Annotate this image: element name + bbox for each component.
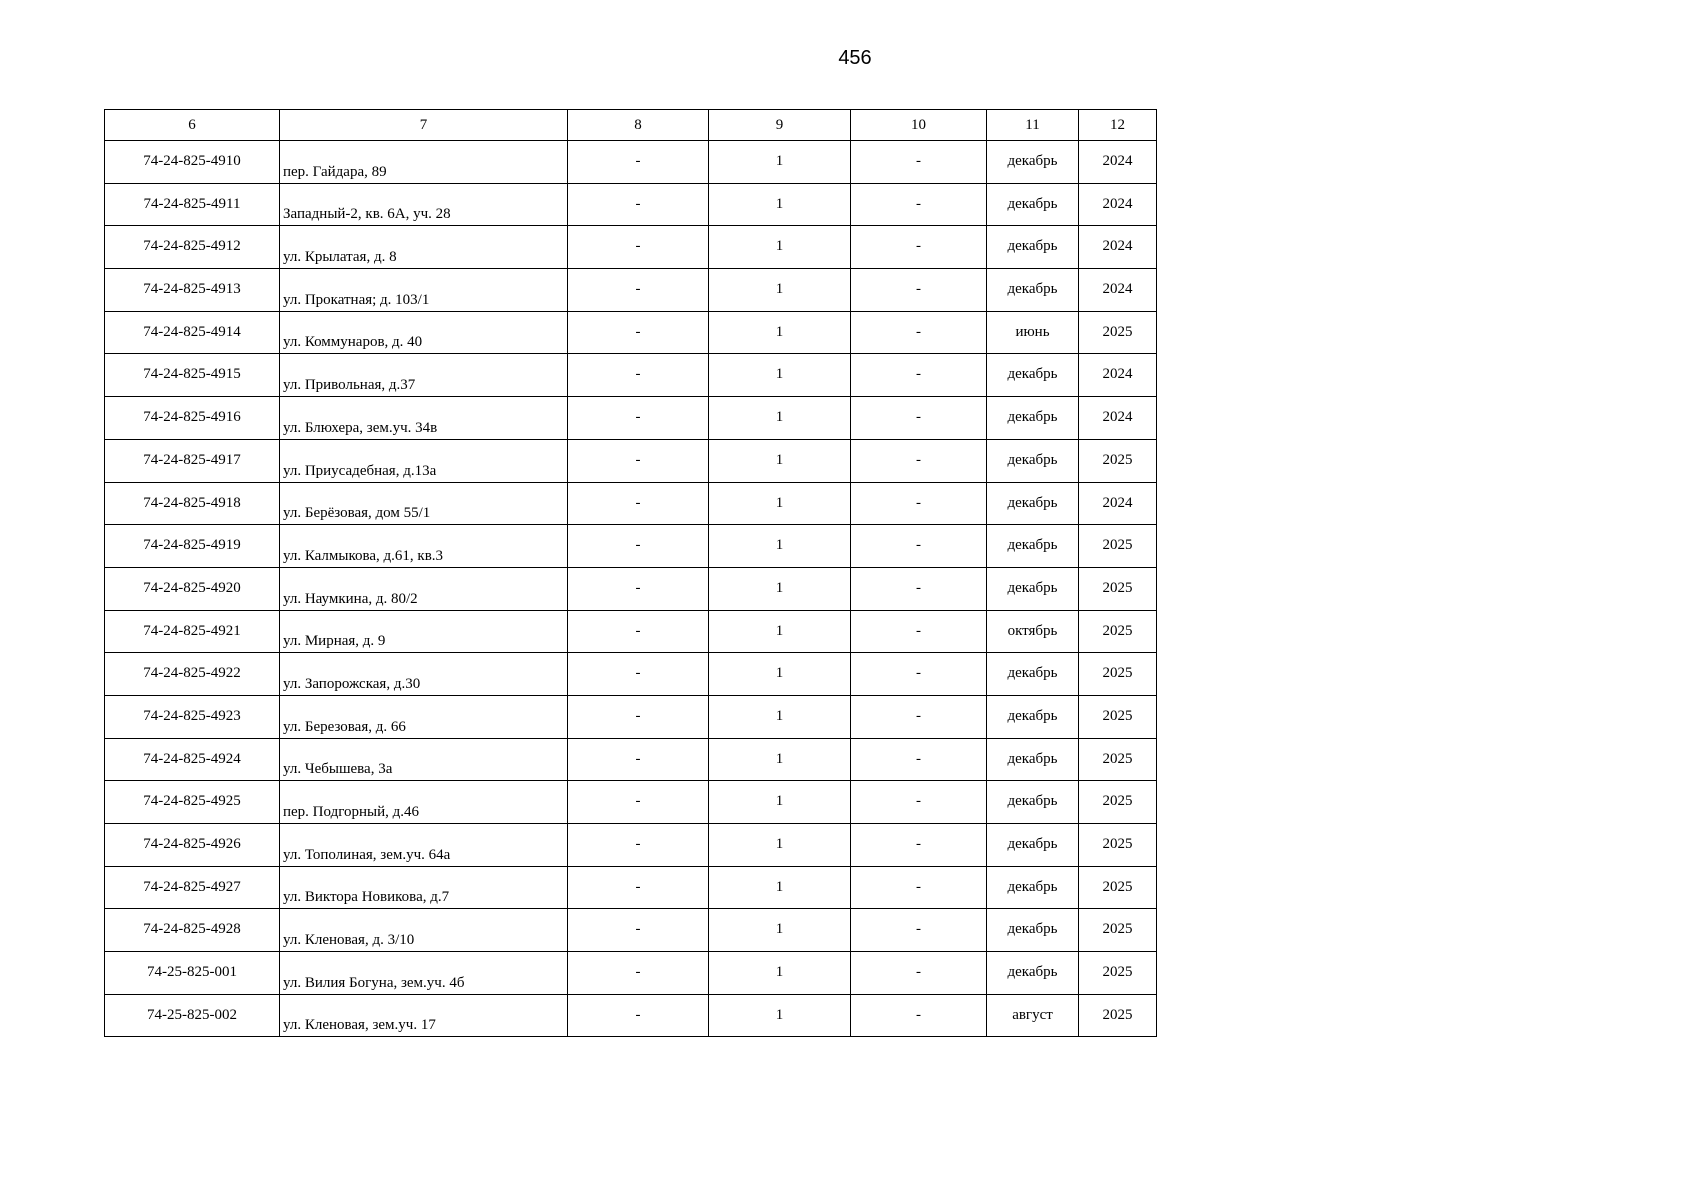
year-cell: 2024	[1079, 354, 1157, 397]
month-cell: декабрь	[987, 824, 1079, 867]
table-row	[105, 738, 1157, 781]
column-8-cell: -	[568, 952, 709, 995]
table-row	[105, 397, 1157, 440]
address-cell: ул. Крылатая, д. 8	[280, 226, 568, 269]
address-cell: ул. Привольная, д.37	[280, 354, 568, 397]
month-cell: декабрь	[987, 354, 1079, 397]
month-cell: декабрь	[987, 482, 1079, 525]
year-cell: 2024	[1079, 141, 1157, 184]
column-8-cell: -	[568, 994, 709, 1037]
column-9-cell: 1	[709, 824, 851, 867]
column-10-cell: -	[851, 525, 987, 568]
cadastral-number-cell: 74-24-825-4917	[105, 439, 280, 482]
table-row	[105, 269, 1157, 312]
table-row	[105, 311, 1157, 354]
column-8-cell: -	[568, 610, 709, 653]
address-cell: ул. Берёзовая, дом 55/1	[280, 482, 568, 525]
column-10-cell: -	[851, 653, 987, 696]
column-10-cell: -	[851, 781, 987, 824]
column-8-cell: -	[568, 226, 709, 269]
month-cell: декабрь	[987, 653, 1079, 696]
column-9-cell: 1	[709, 482, 851, 525]
cadastral-number-cell: 74-24-825-4912	[105, 226, 280, 269]
address-cell: Западный-2, кв. 6А, уч. 28	[280, 183, 568, 226]
column-8-cell: -	[568, 525, 709, 568]
register-table	[104, 109, 1157, 1037]
cadastral-number-cell: 74-24-825-4919	[105, 525, 280, 568]
column-9-cell: 1	[709, 610, 851, 653]
column-9-cell: 1	[709, 781, 851, 824]
column-8-cell: -	[568, 824, 709, 867]
month-cell: декабрь	[987, 738, 1079, 781]
column-10-cell: -	[851, 269, 987, 312]
column-9-cell: 1	[709, 653, 851, 696]
year-cell: 2025	[1079, 952, 1157, 995]
month-cell: декабрь	[987, 439, 1079, 482]
column-8-cell: -	[568, 738, 709, 781]
column-10-cell: -	[851, 567, 987, 610]
cadastral-number-cell: 74-25-825-002	[105, 994, 280, 1037]
column-9-cell: 1	[709, 866, 851, 909]
column-10-cell: -	[851, 397, 987, 440]
column-9-cell: 1	[709, 909, 851, 952]
table-row	[105, 183, 1157, 226]
cadastral-number-cell: 74-24-825-4918	[105, 482, 280, 525]
cadastral-number-cell: 74-24-825-4925	[105, 781, 280, 824]
column-9-cell: 1	[709, 567, 851, 610]
address-cell: ул. Мирная, д. 9	[280, 610, 568, 653]
year-cell: 2025	[1079, 525, 1157, 568]
address-cell: ул. Кленовая, д. 3/10	[280, 909, 568, 952]
column-9-cell: 1	[709, 952, 851, 995]
address-cell: пер. Подгорный, д.46	[280, 781, 568, 824]
month-cell: декабрь	[987, 269, 1079, 312]
column-8-cell: -	[568, 397, 709, 440]
column-8-cell: -	[568, 567, 709, 610]
column-8-cell: -	[568, 311, 709, 354]
address-cell: ул. Коммунаров, д. 40	[280, 311, 568, 354]
column-9-cell: 1	[709, 226, 851, 269]
table-row	[105, 824, 1157, 867]
cadastral-number-cell: 74-24-825-4926	[105, 824, 280, 867]
month-cell: декабрь	[987, 695, 1079, 738]
table-row	[105, 781, 1157, 824]
cadastral-number-cell: 74-24-825-4914	[105, 311, 280, 354]
year-cell: 2025	[1079, 567, 1157, 610]
address-cell: ул. Запорожская, д.30	[280, 653, 568, 696]
table-body	[105, 141, 1157, 1037]
column-8-cell: -	[568, 909, 709, 952]
column-8-cell: -	[568, 354, 709, 397]
column-8-cell: -	[568, 781, 709, 824]
table-row	[105, 610, 1157, 653]
year-cell: 2025	[1079, 738, 1157, 781]
column-8-cell: -	[568, 866, 709, 909]
address-cell: пер. Гайдара, 89	[280, 141, 568, 184]
column-10-cell: -	[851, 482, 987, 525]
year-cell: 2024	[1079, 183, 1157, 226]
column-8-cell: -	[568, 439, 709, 482]
year-cell: 2024	[1079, 482, 1157, 525]
column-9-cell: 1	[709, 994, 851, 1037]
column-header: 11	[987, 110, 1079, 141]
month-cell: декабрь	[987, 183, 1079, 226]
month-cell: декабрь	[987, 397, 1079, 440]
month-cell: декабрь	[987, 141, 1079, 184]
column-10-cell: -	[851, 183, 987, 226]
cadastral-number-cell: 74-24-825-4927	[105, 866, 280, 909]
column-header: 7	[280, 110, 568, 141]
year-cell: 2025	[1079, 311, 1157, 354]
month-cell: декабрь	[987, 952, 1079, 995]
year-cell: 2025	[1079, 610, 1157, 653]
month-cell: декабрь	[987, 567, 1079, 610]
column-9-cell: 1	[709, 311, 851, 354]
table-row	[105, 439, 1157, 482]
column-9-cell: 1	[709, 269, 851, 312]
year-cell: 2025	[1079, 439, 1157, 482]
table-row	[105, 567, 1157, 610]
cadastral-number-cell: 74-24-825-4913	[105, 269, 280, 312]
month-cell: декабрь	[987, 226, 1079, 269]
cadastral-number-cell: 74-24-825-4921	[105, 610, 280, 653]
address-cell: ул. Кленовая, зем.уч. 17	[280, 994, 568, 1037]
column-header: 12	[1079, 110, 1157, 141]
address-cell: ул. Приусадебная, д.13а	[280, 439, 568, 482]
column-header: 9	[709, 110, 851, 141]
column-8-cell: -	[568, 269, 709, 312]
table-header	[105, 110, 1157, 141]
column-10-cell: -	[851, 354, 987, 397]
month-cell: декабрь	[987, 909, 1079, 952]
header-row	[105, 110, 1157, 141]
column-9-cell: 1	[709, 183, 851, 226]
year-cell: 2025	[1079, 781, 1157, 824]
cadastral-number-cell: 74-24-825-4911	[105, 183, 280, 226]
column-10-cell: -	[851, 824, 987, 867]
table-row	[105, 226, 1157, 269]
address-cell: ул. Виктора Новикова, д.7	[280, 866, 568, 909]
column-9-cell: 1	[709, 439, 851, 482]
year-cell: 2024	[1079, 397, 1157, 440]
column-header: 6	[105, 110, 280, 141]
column-8-cell: -	[568, 482, 709, 525]
column-10-cell: -	[851, 311, 987, 354]
cadastral-number-cell: 74-24-825-4910	[105, 141, 280, 184]
table-row	[105, 909, 1157, 952]
column-10-cell: -	[851, 226, 987, 269]
table-row	[105, 653, 1157, 696]
year-cell: 2025	[1079, 653, 1157, 696]
column-9-cell: 1	[709, 695, 851, 738]
column-8-cell: -	[568, 653, 709, 696]
address-cell: ул. Наумкина, д. 80/2	[280, 567, 568, 610]
column-10-cell: -	[851, 952, 987, 995]
table-row	[105, 525, 1157, 568]
table-row	[105, 482, 1157, 525]
column-10-cell: -	[851, 610, 987, 653]
address-cell: ул. Вилия Богуна, зем.уч. 4б	[280, 952, 568, 995]
table-row	[105, 866, 1157, 909]
address-cell: ул. Чебышева, 3а	[280, 738, 568, 781]
column-10-cell: -	[851, 866, 987, 909]
year-cell: 2025	[1079, 866, 1157, 909]
column-10-cell: -	[851, 439, 987, 482]
cadastral-number-cell: 74-24-825-4924	[105, 738, 280, 781]
column-10-cell: -	[851, 141, 987, 184]
column-9-cell: 1	[709, 525, 851, 568]
address-cell: ул. Блюхера, зем.уч. 34в	[280, 397, 568, 440]
month-cell: декабрь	[987, 781, 1079, 824]
address-cell: ул. Калмыкова, д.61, кв.3	[280, 525, 568, 568]
month-cell: октябрь	[987, 610, 1079, 653]
year-cell: 2025	[1079, 695, 1157, 738]
month-cell: август	[987, 994, 1079, 1037]
table-row	[105, 952, 1157, 995]
year-cell: 2025	[1079, 909, 1157, 952]
column-9-cell: 1	[709, 738, 851, 781]
page-number: 456	[838, 47, 872, 69]
month-cell: июнь	[987, 311, 1079, 354]
column-9-cell: 1	[709, 397, 851, 440]
month-cell: декабрь	[987, 866, 1079, 909]
cadastral-number-cell: 74-24-825-4923	[105, 695, 280, 738]
column-8-cell: -	[568, 183, 709, 226]
cadastral-number-cell: 74-25-825-001	[105, 952, 280, 995]
cadastral-number-cell: 74-24-825-4916	[105, 397, 280, 440]
column-10-cell: -	[851, 738, 987, 781]
column-10-cell: -	[851, 909, 987, 952]
table-row	[105, 695, 1157, 738]
cadastral-number-cell: 74-24-825-4928	[105, 909, 280, 952]
cadastral-number-cell: 74-24-825-4922	[105, 653, 280, 696]
address-cell: ул. Прокатная; д. 103/1	[280, 269, 568, 312]
column-10-cell: -	[851, 695, 987, 738]
cadastral-number-cell: 74-24-825-4920	[105, 567, 280, 610]
address-cell: ул. Березовая, д. 66	[280, 695, 568, 738]
year-cell: 2025	[1079, 994, 1157, 1037]
column-9-cell: 1	[709, 141, 851, 184]
month-cell: декабрь	[987, 525, 1079, 568]
table-row	[105, 354, 1157, 397]
cadastral-number-cell: 74-24-825-4915	[105, 354, 280, 397]
column-8-cell: -	[568, 695, 709, 738]
year-cell: 2025	[1079, 824, 1157, 867]
table-row	[105, 141, 1157, 184]
address-cell: ул. Тополиная, зем.уч. 64а	[280, 824, 568, 867]
column-9-cell: 1	[709, 354, 851, 397]
table-row	[105, 994, 1157, 1037]
column-header: 8	[568, 110, 709, 141]
column-header: 10	[851, 110, 987, 141]
year-cell: 2024	[1079, 226, 1157, 269]
column-8-cell: -	[568, 141, 709, 184]
year-cell: 2024	[1079, 269, 1157, 312]
column-10-cell: -	[851, 994, 987, 1037]
